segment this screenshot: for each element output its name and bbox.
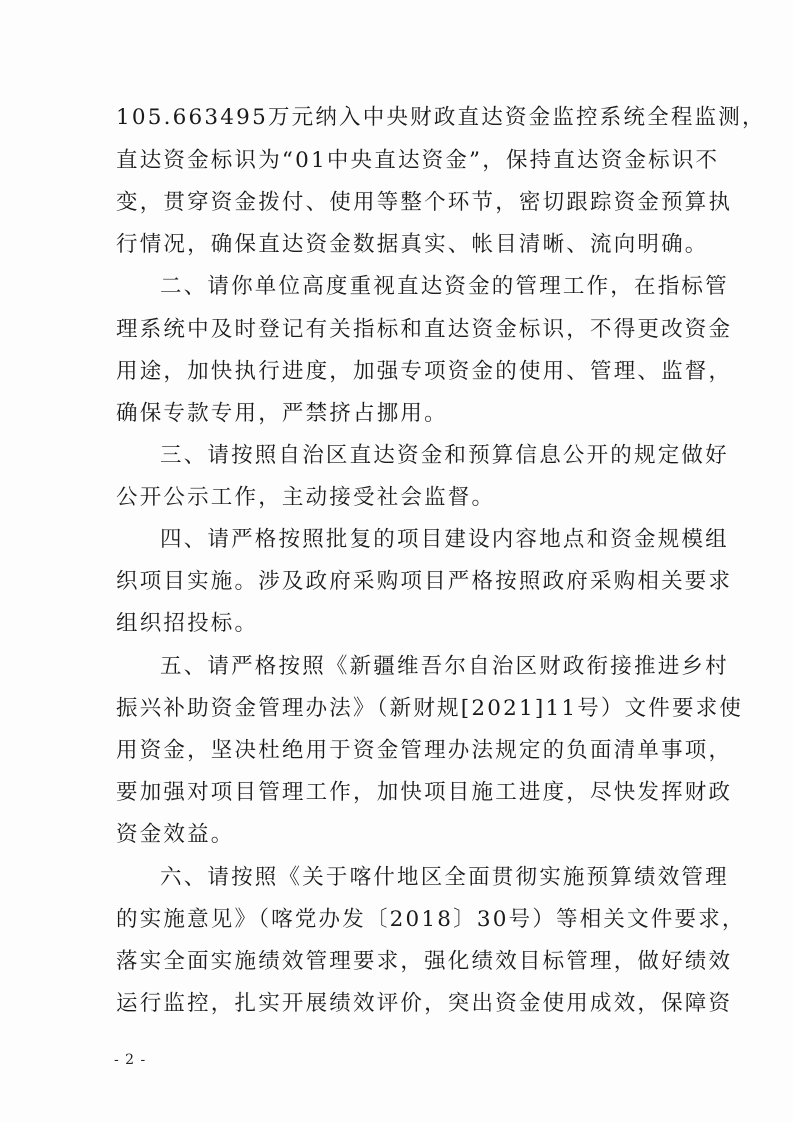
body-text-line: 振兴补助资金管理办法》（新财规[2021]11号）文件要求使	[116, 696, 744, 721]
paragraph-heading-line: 三、请按照自治区直达资金和预算信息公开的规定做好	[160, 443, 729, 468]
paragraph-heading-line: 二、请你单位高度重视直达资金的管理工作，在指标管	[160, 274, 729, 299]
page-number: - 2 -	[114, 1052, 147, 1068]
body-text-line: 变，贯穿资金拨付、使用等整个环节，密切跟踪资金预算执	[116, 190, 733, 215]
paragraph-heading-line: 四、请严格按照批复的项目建设内容地点和资金规模组	[160, 527, 729, 552]
paragraph-heading-line: 五、请严格按照《新疆维吾尔自治区财政衔接推进乡村	[160, 654, 729, 679]
body-text-line: 用资金，坚决杜绝用于资金管理办法规定的负面清单事项，	[116, 738, 733, 763]
body-text-line: 公开公示工作，主动接受社会监督。	[116, 485, 496, 510]
body-text-line: 直达资金标识为“01中央直达资金”，保持直达资金标识不	[116, 148, 720, 173]
body-text-line: 组织招投标。	[116, 611, 259, 636]
body-text-line: 织项目实施。涉及政府采购项目严格按照政府采购相关要求	[116, 569, 733, 594]
body-text-line: 行情况，确保直达资金数据真实、帐目清晰、流向明确。	[116, 232, 709, 257]
body-text-line: 的实施意见》（喀党办发〔2018〕30号）等相关文件要求，	[116, 907, 746, 932]
body-text-line: 理系统中及时登记有关指标和直达资金标识，不得更改资金	[116, 317, 733, 342]
body-text-line: 要加强对项目管理工作，加快项目施工进度，尽快发挥财政	[116, 780, 733, 805]
paragraph-heading-line: 六、请按照《关于喀什地区全面贯彻实施预算绩效管理	[160, 865, 729, 890]
body-text-line: 运行监控，扎实开展绩效评价，突出资金使用成效，保障资	[116, 991, 733, 1016]
body-text-line: 确保专款专用，严禁挤占挪用。	[116, 401, 448, 426]
body-text-line: 落实全面实施绩效管理要求，强化绩效目标管理，做好绩效	[116, 949, 733, 974]
body-text-line: 用途，加快执行进度，加强专项资金的使用、管理、监督，	[116, 359, 733, 384]
body-text-line: 105.663495万元纳入中央财政直达资金监控系统全程监测，	[116, 105, 766, 130]
body-text-line: 资金效益。	[116, 822, 235, 847]
